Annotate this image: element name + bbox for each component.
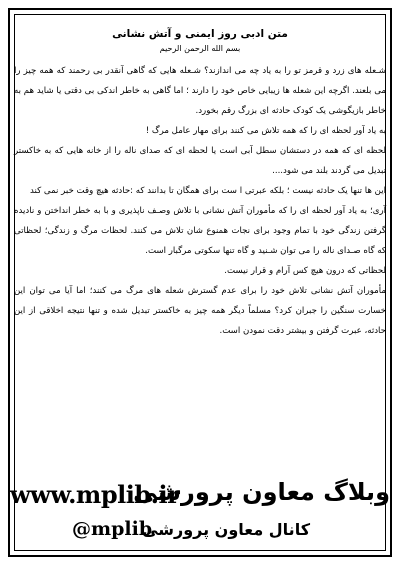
watermark-blog-name: وبلاگ معاون پرورشی — [133, 478, 390, 506]
document-body — [14, 10, 386, 341]
watermark-channel-name: کانال معاون پرورشی — [142, 520, 310, 539]
watermark-url: www.mplib.ir — [10, 480, 180, 509]
basmala: بسم الله الرحمن الرحیم — [159, 44, 241, 53]
paragraph-7: مأموران آتش نشانی تلاش خود را برای عدم گسترش شعله های مرگ می کنند؛ اما آیا می توان این خسارت سنگین را جبران کرد؟ مسلماً دیگر همه چیز به خاکستر تبدیل شده و تنها نتیجه اخلاقی از این حادثه، عبرت گرفتن و بیشتر دقت نمودن است. — [14, 286, 386, 336]
watermark-row-top — [10, 480, 390, 516]
watermark-row-bottom — [10, 518, 390, 546]
document-title: متن ادبی روز ایمنی و آتش نشانی — [112, 28, 288, 40]
paragraph-6: لحظاتی که درون هیچ کس آرام و قرار نیست. — [224, 266, 386, 276]
paragraph-2: به یاد آور لحظه ای را که همه تلاش می کنند برای مهار عامل مرگ ! — [145, 126, 386, 136]
paragraph-1: شـعله های زرد و قرمز تو را به یاد چه می اندازند؟ شـعله هایی که گاهی آنقدر بی رحمند که همه چیز را می بلعند. اگرچه این شعله ها زیبایی خاص خود را دارند ؛ اما گاهی به خاطر اندکی بی دقتی یا شاید هم به خاطر بازیگوشی یک کودک حادثه ای بزرگ رقم بخورد. — [14, 66, 386, 116]
paragraph-5: آری؛ به یاد آور لحظه ای را که مأموران آتش نشانی با تلاش وصـف ناپذیری و با به خطر انداختن و نادیده گرفتن زندگی خود با تمام وجود برای نجات همنوع شان تلاش می کنند. لحظات مرگ و زندگی؛ لحظاتی که گاه صـدای ناله را می توان شـنید و گاه تنها سکوتی مرگبار است. — [14, 206, 386, 256]
paragraph-4: این ها تنها یک حادثه نیست ؛ بلکه عبرتی ا ست برای همگان تا بدانند که :حادثه هیچ وقت خبر نمی کند — [29, 186, 386, 196]
paragraph-3: لحظه ای که همه در دستشان سطل آبی است یا لحظه ای که صدای ناله را از خانه هایی که به خاکستر تبدیل می گردند بلند می شود.... — [14, 146, 386, 176]
watermark-handle: @mplib — [72, 518, 153, 540]
